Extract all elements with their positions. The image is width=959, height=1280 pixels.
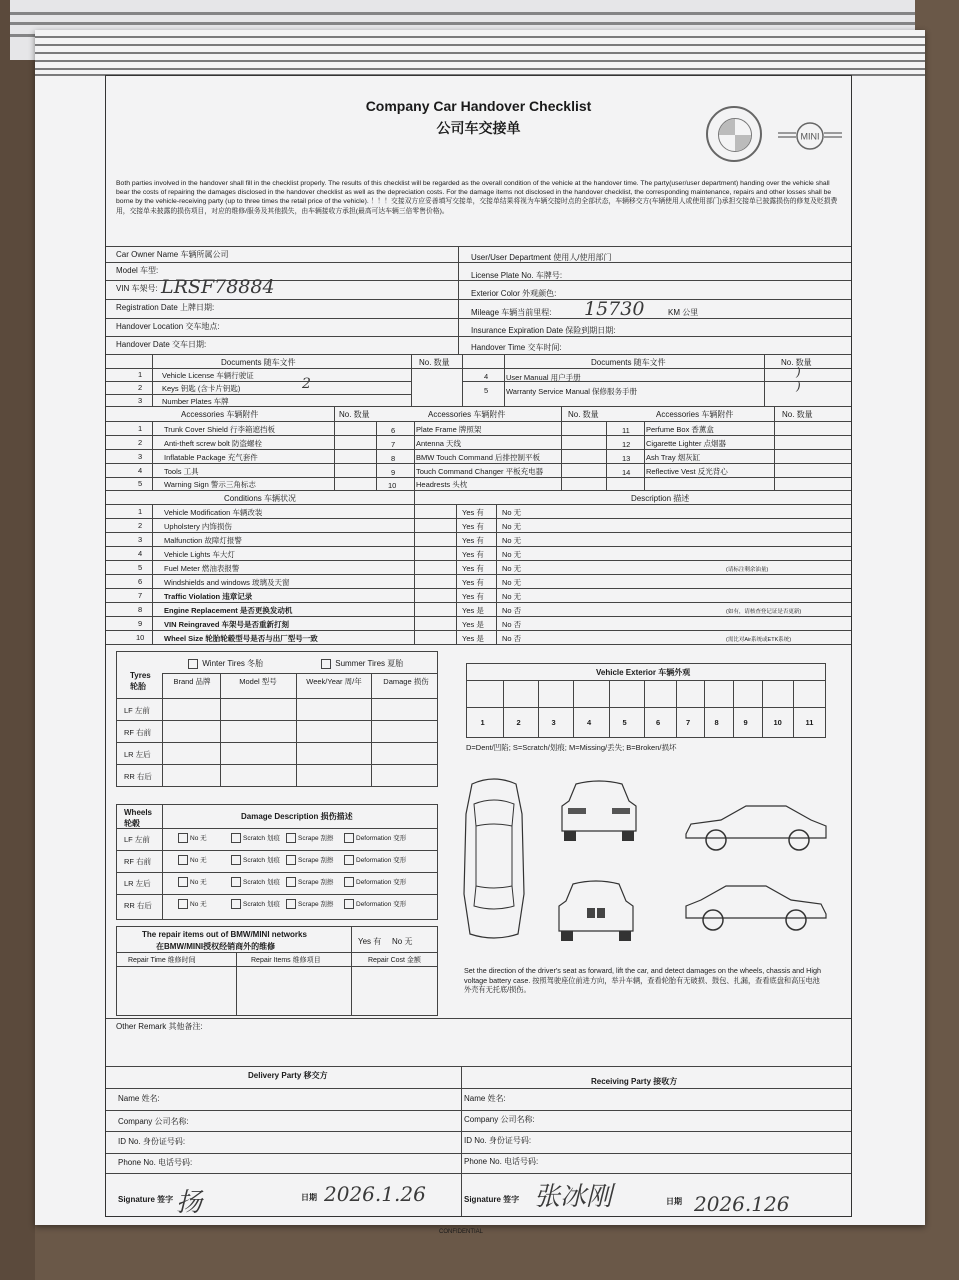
vin-label: VIN 车架号:: [116, 284, 158, 293]
checkbox[interactable]: [286, 899, 296, 909]
grid-line: [609, 680, 610, 738]
intro-text: Both parties involved in the handover shall fill in the checklist properly. The results of this checklist will be regarded as the overall condition of the vehicle at the handover time. The party(user/user department) handing over the vehicle shall bear the costs of repairing the damages disclosed in the handover checklist as well as the depreciation costs. For the damage items not disclosed in the handover checklist, the corresponding maintenance, repairs and other losses shall be borne by the vehicle-receiving party (up to three times the retail price of the vehicle). ！！！交接双方应妥善填写交接单，交接单结果将视为车辆交接时点的全部状态，车辆移交方(车辆使用人或使用部门)承担交接单已披露损伤的修复及贬损费用，交接单未披露的损伤项目，对应的维修/服务及其他损失，由车辆接收方承担(最高可达车辆三倍零售价格)。: [116, 180, 838, 215]
condition-num: 4: [138, 549, 143, 558]
condition-no[interactable]: No 无: [502, 522, 522, 531]
condition-label: Windshields and windows 玻璃及天窗: [164, 578, 290, 587]
acc-antenna: Antenna 天线: [416, 439, 462, 448]
tyre-col-model: Model 型号: [239, 677, 277, 686]
tyre-row-lr: LR 左后: [124, 750, 151, 759]
title-en: Company Car Handover Checklist: [365, 98, 592, 114]
acc-num: 4: [138, 466, 143, 475]
handover-location-label: Handover Location 交车地点:: [116, 322, 220, 331]
option-label: Scrape 刮擦: [298, 835, 334, 842]
condition-yes[interactable]: Yes 有: [462, 564, 484, 573]
delivery-id: ID No. 身份证号码:: [118, 1137, 186, 1146]
receiving-name: Name 姓名:: [464, 1094, 506, 1103]
receiving-title: Receiving Party 接收方: [591, 1077, 678, 1086]
documents-header-left: Documents 随车文件: [221, 358, 296, 367]
condition-yes[interactable]: Yes 是: [462, 620, 484, 629]
delivery-date-label: 日期: [301, 1193, 317, 1202]
exterior-position-number: 9: [743, 718, 748, 727]
mileage-label: Mileage 车辆当前里程:: [471, 308, 552, 317]
condition-num: 5: [138, 563, 143, 572]
option-label: Scratch 划痕: [243, 879, 280, 886]
delivery-company: Company 公司名称:: [118, 1117, 189, 1126]
condition-note: (需比对Air系统或ETK系统): [726, 637, 792, 643]
row-divider: [106, 532, 851, 533]
owner-name-label: Car Owner Name 车辆所属公司: [116, 250, 229, 259]
repair-yes[interactable]: Yes 有: [358, 937, 382, 946]
grid-line: [538, 680, 539, 738]
condition-label: Upholstery 内饰损伤: [164, 522, 232, 531]
acc-num: 1: [138, 424, 143, 433]
wheel-damage-option[interactable]: [286, 877, 333, 887]
mini-logo: [776, 121, 844, 151]
checkbox[interactable]: [178, 877, 188, 887]
condition-yes[interactable]: Yes 有: [462, 578, 484, 587]
receiving-date-label: 日期: [666, 1197, 682, 1206]
tyre-row-lf: LF 左前: [124, 706, 150, 715]
receiving-signature: 张冰刚: [534, 1182, 613, 1212]
exterior-color-label: Exterior Color 外观颜色:: [471, 289, 557, 298]
doc-warranty-qty: ): [796, 379, 801, 393]
wheels-title: Wheels 轮毂: [124, 808, 153, 829]
wheel-damage-option[interactable]: [178, 877, 207, 887]
tyres-title: Tyres 轮胎: [130, 671, 151, 692]
wheel-row-label: LR 左后: [124, 879, 151, 888]
exterior-position-number: 4: [587, 718, 592, 727]
condition-no[interactable]: No 无: [502, 564, 522, 573]
acc-num: 9: [391, 468, 396, 477]
inspection-instructions: Set the direction of the driver's seat as forward, lift the car, and detect damages on the wheels, chassis and High voltage battery case. 按照驾驶座位前进方向，举升车辆，查看轮胎有无破损、鼓包、扎漏，查看底盘和高压电池外壳有无托底/损伤。: [464, 966, 821, 995]
acc-plate-frame: Plate Frame 牌照架: [416, 425, 482, 434]
exterior-position-number: 8: [714, 718, 719, 727]
condition-label: Malfunction 故障灯报警: [164, 536, 242, 545]
condition-no[interactable]: No 否: [502, 620, 522, 629]
option-label: No 无: [190, 835, 207, 842]
acc-num: 11: [622, 426, 630, 435]
document-sheet: [35, 30, 925, 1235]
checkbox[interactable]: [344, 833, 354, 843]
wheel-damage-option[interactable]: [231, 877, 280, 887]
scan-noise: [35, 30, 925, 80]
acc-num: 10: [388, 481, 397, 490]
winter-tires-option[interactable]: [188, 658, 263, 669]
doc-num: 5: [484, 386, 489, 395]
option-label: Scrape 刮擦: [298, 901, 334, 908]
exterior-title: Vehicle Exterior 车辆外观: [596, 668, 691, 677]
license-plate-label: License Plate No. 车牌号:: [471, 271, 563, 280]
option-label: Deformation 变形: [356, 857, 407, 864]
option-label: No 无: [190, 901, 207, 908]
checkbox[interactable]: [286, 877, 296, 887]
car-front-view-icon: [551, 876, 641, 946]
doc-keys-qty: 2: [302, 376, 311, 392]
checkbox[interactable]: [231, 899, 241, 909]
row-divider: [106, 574, 851, 575]
option-label: Scratch 划痕: [243, 857, 280, 864]
wheel-damage-option[interactable]: [231, 899, 280, 909]
car-side-left-icon: [681, 876, 831, 936]
wheel-damage-option[interactable]: [178, 899, 207, 909]
vin-value: LRSF78884: [161, 276, 275, 298]
doc-num: 1: [138, 370, 143, 379]
accessories-header-3: Accessories 车辆附件: [656, 410, 734, 419]
wheel-damage-option[interactable]: [344, 855, 406, 865]
grid-line: [733, 680, 734, 738]
acc-num: 3: [138, 452, 143, 461]
option-label: Deformation 变形: [356, 835, 407, 842]
condition-label: Vehicle Lights 车大灯: [164, 550, 235, 559]
acc-ash-tray: Ash Tray 烟灰缸: [646, 453, 701, 462]
summer-checkbox[interactable]: [321, 659, 331, 669]
grid-line: [644, 680, 645, 738]
wheel-row-label: RR 右后: [124, 901, 152, 910]
registration-date-label: Registration Date 上牌日期:: [116, 303, 215, 312]
tyre-col-brand: Brand 品牌: [173, 677, 211, 686]
row-divider: [106, 588, 851, 589]
acc-cigarette-lighter: Cigarette Lighter 点烟器: [646, 439, 727, 448]
doc-keys: Keys 钥匙 (含卡片钥匙): [162, 384, 241, 393]
tyre-row-rr: RR 右后: [124, 772, 152, 781]
grid-line: [704, 680, 705, 738]
condition-yes[interactable]: Yes 有: [462, 592, 484, 601]
documents-no-left: No. 数量: [419, 358, 450, 367]
wheel-damage-option[interactable]: [178, 833, 207, 843]
option-label: Scratch 划痕: [243, 901, 280, 908]
car-rear-view-icon: [554, 776, 644, 846]
checkbox[interactable]: [231, 877, 241, 887]
option-label: Deformation 变形: [356, 901, 407, 908]
option-label: Deformation 变形: [356, 879, 407, 886]
condition-num: 7: [138, 591, 143, 600]
doc-num: 3: [138, 396, 143, 405]
condition-no[interactable]: No 否: [502, 606, 522, 615]
table-surface: [0, 0, 35, 1280]
checkbox[interactable]: [231, 833, 241, 843]
tyre-col-week: Week/Year 周/年: [306, 677, 362, 686]
condition-num: 1: [138, 507, 143, 516]
acc-num: 12: [622, 440, 631, 449]
row-divider: [106, 560, 851, 561]
acc-headrests: Headrests 头枕: [416, 480, 468, 489]
accessories-no-3: No. 数量: [782, 410, 813, 419]
condition-label: Engine Replacement 是否更换发动机: [164, 606, 293, 615]
option-label: Scrape 刮擦: [298, 857, 334, 864]
grid-line: [466, 680, 467, 738]
bmw-logo: [706, 106, 762, 162]
user-dept-label: User/User Department 使用人/使用部门: [471, 253, 612, 262]
insurance-label: Insurance Expiration Date 保险到期日期:: [471, 326, 616, 335]
repair-title-en: The repair items out of BMW/MINI networks: [142, 930, 307, 939]
winter-checkbox[interactable]: [188, 659, 198, 669]
condition-label: Wheel Size 轮胎轮毂型号是否与出厂型号一致: [164, 634, 318, 643]
exterior-position-number: 5: [622, 718, 627, 727]
exterior-legend: D=Dent/凹陷; S=Scratch/划痕; M=Missing/丢失; B=Broken/损坏: [466, 743, 677, 752]
confidential-footer: CONFIDENTIAL: [439, 1229, 484, 1235]
condition-note: (如有，请核查登记证是否更新): [726, 609, 802, 615]
condition-label: Vehicle Modification 车辆改装: [164, 508, 263, 517]
exterior-position-number: 1: [480, 718, 485, 727]
checkbox[interactable]: [286, 833, 296, 843]
condition-num: 10: [136, 633, 145, 642]
summer-tires-option[interactable]: [321, 658, 403, 669]
acc-num: 14: [622, 468, 631, 477]
other-remark-label: Other Remark 其他备注:: [116, 1022, 203, 1031]
exterior-position-number: 2: [516, 718, 521, 727]
exterior-position-number: 11: [805, 718, 814, 727]
condition-no[interactable]: No 否: [502, 634, 522, 643]
wheel-damage-option[interactable]: [344, 833, 406, 843]
acc-num: 2: [138, 438, 143, 447]
grid-line: [793, 680, 794, 738]
acc-touch-command: BMW Touch Command 后排控制平板: [416, 453, 541, 462]
accessories-header-1: Accessories 车辆附件: [181, 410, 259, 419]
condition-yes[interactable]: Yes 有: [462, 522, 484, 531]
acc-num: 8: [391, 454, 396, 463]
delivery-signature-label: Signature 签字: [118, 1195, 174, 1204]
receiving-phone: Phone No. 电话号码:: [464, 1157, 539, 1166]
checkbox[interactable]: [231, 855, 241, 865]
repair-col-items: Repair Items 维修项目: [251, 957, 321, 964]
doc-vehicle-license: Vehicle License 车辆行驶证: [162, 371, 254, 380]
grid-line: [503, 680, 504, 738]
checkbox[interactable]: [178, 855, 188, 865]
checkbox[interactable]: [344, 877, 354, 887]
delivery-phone: Phone No. 电话号码:: [118, 1158, 193, 1167]
receiving-id: ID No. 身份证号码:: [464, 1136, 532, 1145]
receiving-signature-label: Signature 签字: [464, 1195, 520, 1204]
acc-tools: Tools 工具: [164, 467, 199, 476]
condition-yes[interactable]: Yes 有: [462, 536, 484, 545]
option-label: No 无: [190, 879, 207, 886]
condition-label: Fuel Meter 燃油表报警: [164, 564, 240, 573]
model-label: Model 车型:: [116, 266, 159, 275]
wheel-damage-option[interactable]: [344, 877, 406, 887]
option-label: Scrape 刮擦: [298, 879, 334, 886]
summer-tires-label: Summer Tires 夏胎: [335, 659, 404, 668]
wheels-desc-header: Damage Description 损伤描述: [241, 812, 353, 821]
tyres-box: [116, 651, 438, 787]
acc-trunk-cover: Trunk Cover Shield 行李箱遮挡板: [164, 425, 275, 434]
wheel-damage-option[interactable]: [231, 855, 280, 865]
grid-line: [573, 680, 574, 738]
condition-label: Traffic Violation 违章记录: [164, 592, 253, 601]
acc-touch-changer: Touch Command Changer 平板充电器: [416, 467, 544, 476]
exterior-position-number: 6: [656, 718, 661, 727]
doc-user-manual-qty: ): [796, 365, 801, 379]
checkbox[interactable]: [178, 833, 188, 843]
doc-number-plates: Number Plates 车牌: [162, 397, 229, 406]
repair-col-time: Repair Time 维修时间: [128, 957, 196, 964]
acc-num: 7: [391, 440, 396, 449]
condition-yes[interactable]: Yes 是: [462, 606, 484, 615]
tyre-col-damage: Damage 损伤: [383, 677, 429, 686]
checkbox[interactable]: [344, 855, 354, 865]
description-header: Description 描述: [631, 494, 690, 503]
condition-num: 8: [138, 605, 143, 614]
mini-wordmark: MINI: [800, 131, 820, 142]
condition-yes[interactable]: Yes 有: [462, 508, 484, 517]
condition-num: 6: [138, 577, 143, 586]
doc-warranty-manual: Warranty Service Manual 保修服务手册: [506, 387, 638, 396]
wheel-damage-option[interactable]: [178, 855, 207, 865]
checkbox[interactable]: [178, 899, 188, 909]
repair-col-cost: Repair Cost 金额: [368, 957, 421, 964]
delivery-signature: 扬: [176, 1188, 203, 1218]
mileage-value: 15730: [584, 298, 645, 320]
acc-num: 6: [391, 426, 396, 435]
row-divider: [106, 630, 851, 631]
delivery-name: Name 姓名:: [118, 1094, 160, 1103]
repair-box: [116, 926, 438, 1016]
doc-user-manual: User Manual 用户手册: [506, 373, 581, 382]
condition-no[interactable]: No 无: [502, 536, 522, 545]
exterior-position-number: 10: [773, 718, 782, 727]
handover-time-label: Handover Time 交车时间:: [471, 343, 562, 352]
condition-no[interactable]: No 无: [502, 550, 522, 559]
condition-no[interactable]: No 无: [502, 508, 522, 517]
car-top-view-icon: [444, 774, 544, 944]
handover-form: [105, 75, 852, 1235]
condition-no[interactable]: No 无: [502, 592, 522, 601]
title-cn: 公司车交接单: [436, 120, 521, 136]
checkbox[interactable]: [344, 899, 354, 909]
conditions-header: Conditions 车辆状况: [224, 494, 297, 503]
acc-anti-theft: Anti-theft screw bolt 防盗螺栓: [164, 439, 262, 448]
km-unit: KM 公里: [668, 308, 699, 317]
row-divider: [106, 616, 851, 617]
accessories-no-1: No. 数量: [339, 410, 370, 419]
condition-num: 2: [138, 521, 143, 530]
receiving-date-value: 2026.126: [694, 1192, 790, 1216]
documents-no-right: No. 数量: [781, 358, 812, 367]
acc-perfume-box: Perfume Box 香薰盒: [646, 425, 714, 434]
condition-yes[interactable]: Yes 有: [462, 550, 484, 559]
condition-yes[interactable]: Yes 是: [462, 634, 484, 643]
accessories-no-2: No. 数量: [568, 410, 599, 419]
winter-tires-label: Winter Tires 冬胎: [202, 659, 264, 668]
exterior-position-number: 7: [686, 718, 691, 727]
checkbox[interactable]: [286, 855, 296, 865]
acc-inflatable: Inflatable Package 充气套件: [164, 453, 258, 462]
delivery-title: Delivery Party 移交方: [248, 1071, 328, 1080]
delivery-date-value: 2026.1.26: [324, 1182, 426, 1206]
wheel-damage-option[interactable]: [286, 833, 333, 843]
receiving-company: Company 公司名称:: [464, 1115, 535, 1124]
acc-reflective-vest: Reflective Vest 反光背心: [646, 467, 728, 476]
doc-num: 4: [484, 372, 489, 381]
acc-num: 5: [138, 479, 143, 488]
exterior-position-number: 3: [551, 718, 556, 727]
row-divider: [106, 518, 851, 519]
wheel-damage-option[interactable]: [344, 899, 406, 909]
condition-note: (请标注剩余油量): [726, 567, 769, 573]
acc-num: 13: [622, 454, 631, 463]
wheel-damage-option[interactable]: [286, 899, 333, 909]
wheel-damage-option[interactable]: [231, 833, 280, 843]
accessories-header-2: Accessories 车辆附件: [428, 410, 506, 419]
condition-num: 3: [138, 535, 143, 544]
grid-line: [762, 680, 763, 738]
option-label: No 无: [190, 857, 207, 864]
car-side-right-icon: [681, 796, 831, 856]
repair-title-cn: 在BMW/MINI授权经销商外的维修: [156, 942, 276, 951]
doc-num: 2: [138, 383, 143, 392]
condition-label: VIN Reingraved 车架号是否重新打刻: [164, 620, 290, 629]
wheel-damage-option[interactable]: [286, 855, 333, 865]
row-divider: [106, 602, 851, 603]
documents-header-right: Documents 随车文件: [591, 358, 666, 367]
handover-date-label: Handover Date 交车日期:: [116, 340, 207, 349]
acc-warning-sign: Warning Sign 警示三角标志: [164, 480, 256, 489]
repair-no[interactable]: No 无: [392, 937, 413, 946]
condition-no[interactable]: No 无: [502, 578, 522, 587]
row-divider: [106, 546, 851, 547]
wheel-row-label: LF 左前: [124, 835, 150, 844]
condition-num: 9: [138, 619, 143, 628]
option-label: Scratch 划痕: [243, 835, 280, 842]
grid-line: [676, 680, 677, 738]
wheel-row-label: RF 右前: [124, 857, 152, 866]
tyre-row-rf: RF 右前: [124, 728, 152, 737]
